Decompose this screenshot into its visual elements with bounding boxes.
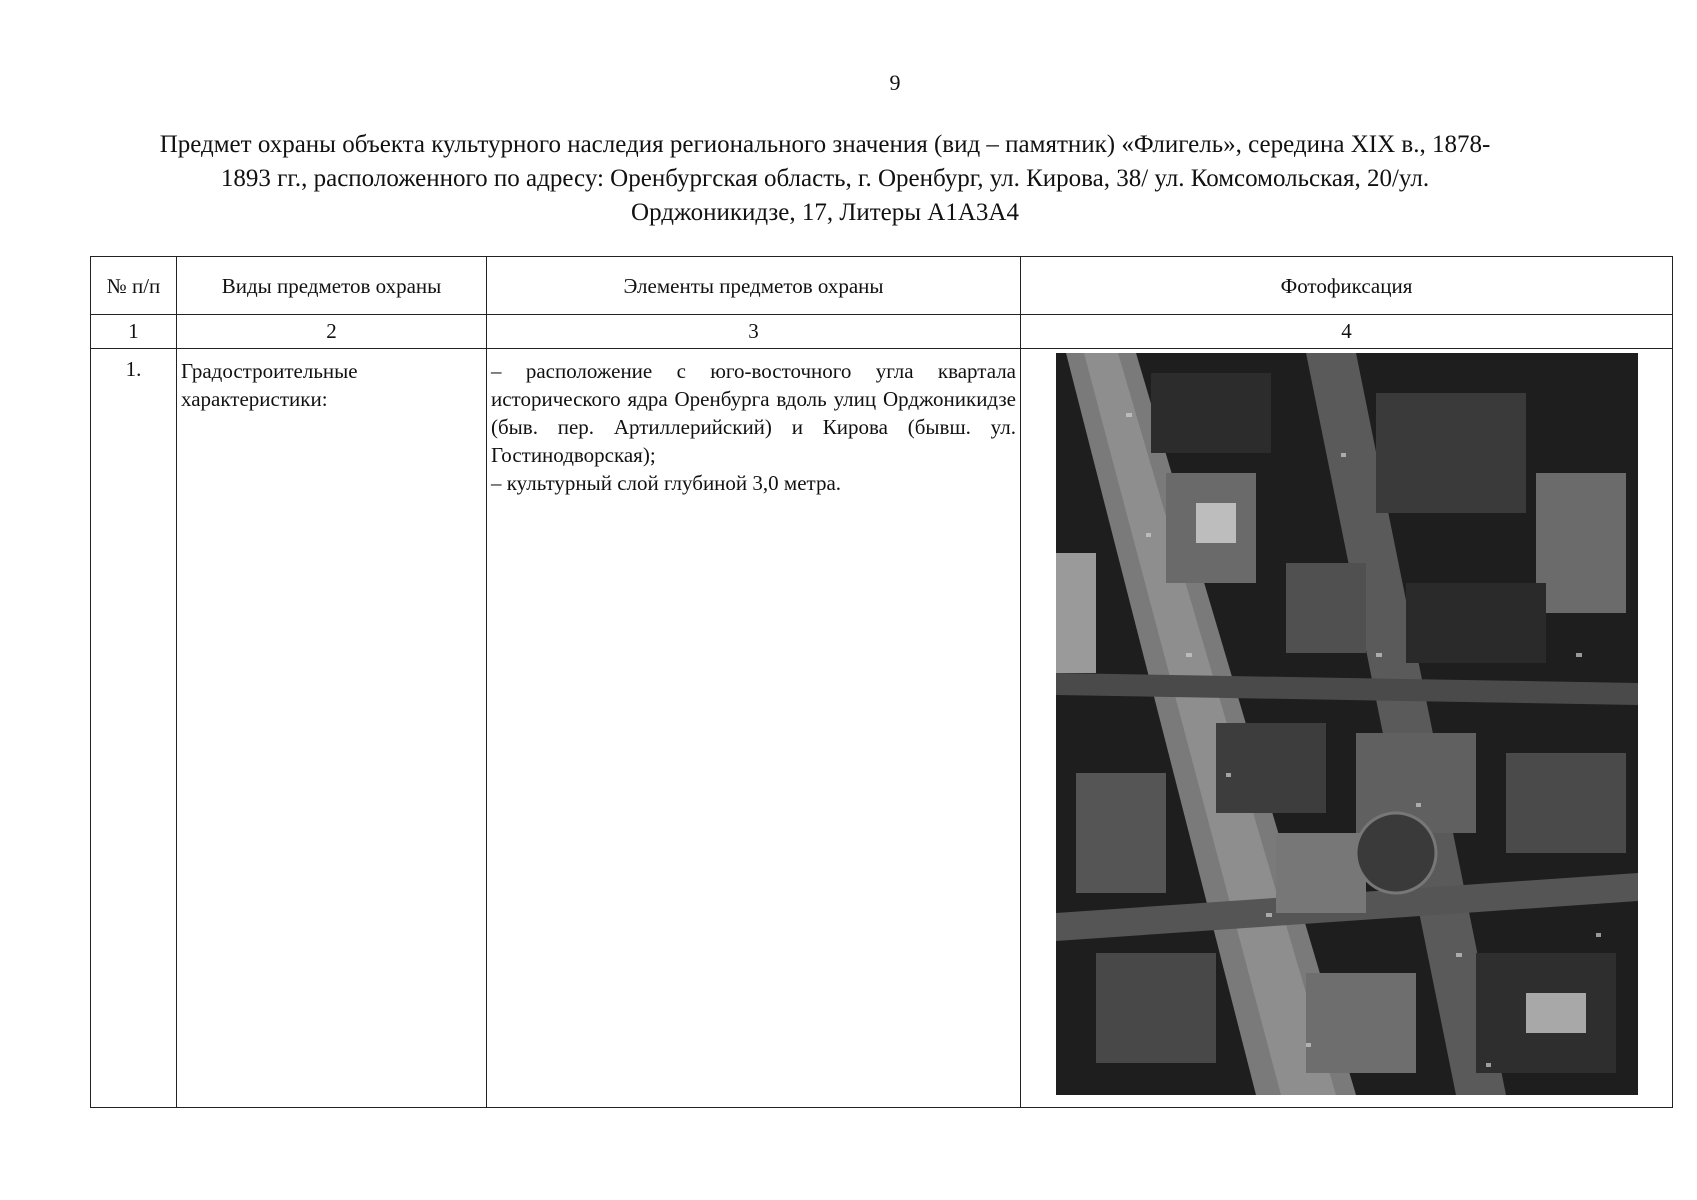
row-number: 1.: [91, 349, 177, 1108]
element-item: – расположение с юго-восточного угла квартала исторического ядра Оренбурга вдоль улиц Орджоникидзе (быв. пер. Артиллерийский) и Кирова (бывш. ул. Гостинодворская);: [491, 359, 1016, 467]
header-kinds: Виды предметов охраны: [177, 257, 487, 315]
header-num: № п/п: [91, 257, 177, 315]
column-number-row: [91, 315, 1673, 349]
row-kind: Градостроительные характеристики:: [177, 349, 487, 1108]
header-photo: Фотофиксация: [1021, 257, 1673, 315]
title-line-3: Орджоникидзе, 17, Литеры А1А3А4: [631, 199, 1019, 226]
title-line-2: 1893 гг., расположенного по адресу: Оренбургская область, г. Оренбург, ул. Кирова, 38/ ул. Комсомольская, 20/ул.: [220, 165, 1430, 192]
column-number: 1: [91, 315, 177, 349]
row-photo-cell: [1021, 349, 1673, 1108]
header-elements: Элементы предметов охраны: [487, 257, 1021, 315]
column-number: 2: [177, 315, 487, 349]
aerial-photo-graphic: [1056, 353, 1638, 1095]
page-number: 9: [889, 70, 901, 95]
element-item: – культурный слой глубиной 3,0 метра.: [491, 471, 842, 495]
table-row: [91, 349, 1673, 1108]
protection-table: [90, 256, 1673, 1108]
document-title: [90, 128, 1560, 230]
row-elements: [487, 349, 1021, 1108]
aerial-photo: [1056, 353, 1638, 1095]
title-line-1: Предмет охраны объекта культурного наследия регионального значения (вид – памятник) «Флигель», середина XIX в., 1878-: [159, 131, 1491, 158]
table-header-row: [91, 257, 1673, 315]
column-number: 3: [487, 315, 1021, 349]
column-number: 4: [1021, 315, 1673, 349]
